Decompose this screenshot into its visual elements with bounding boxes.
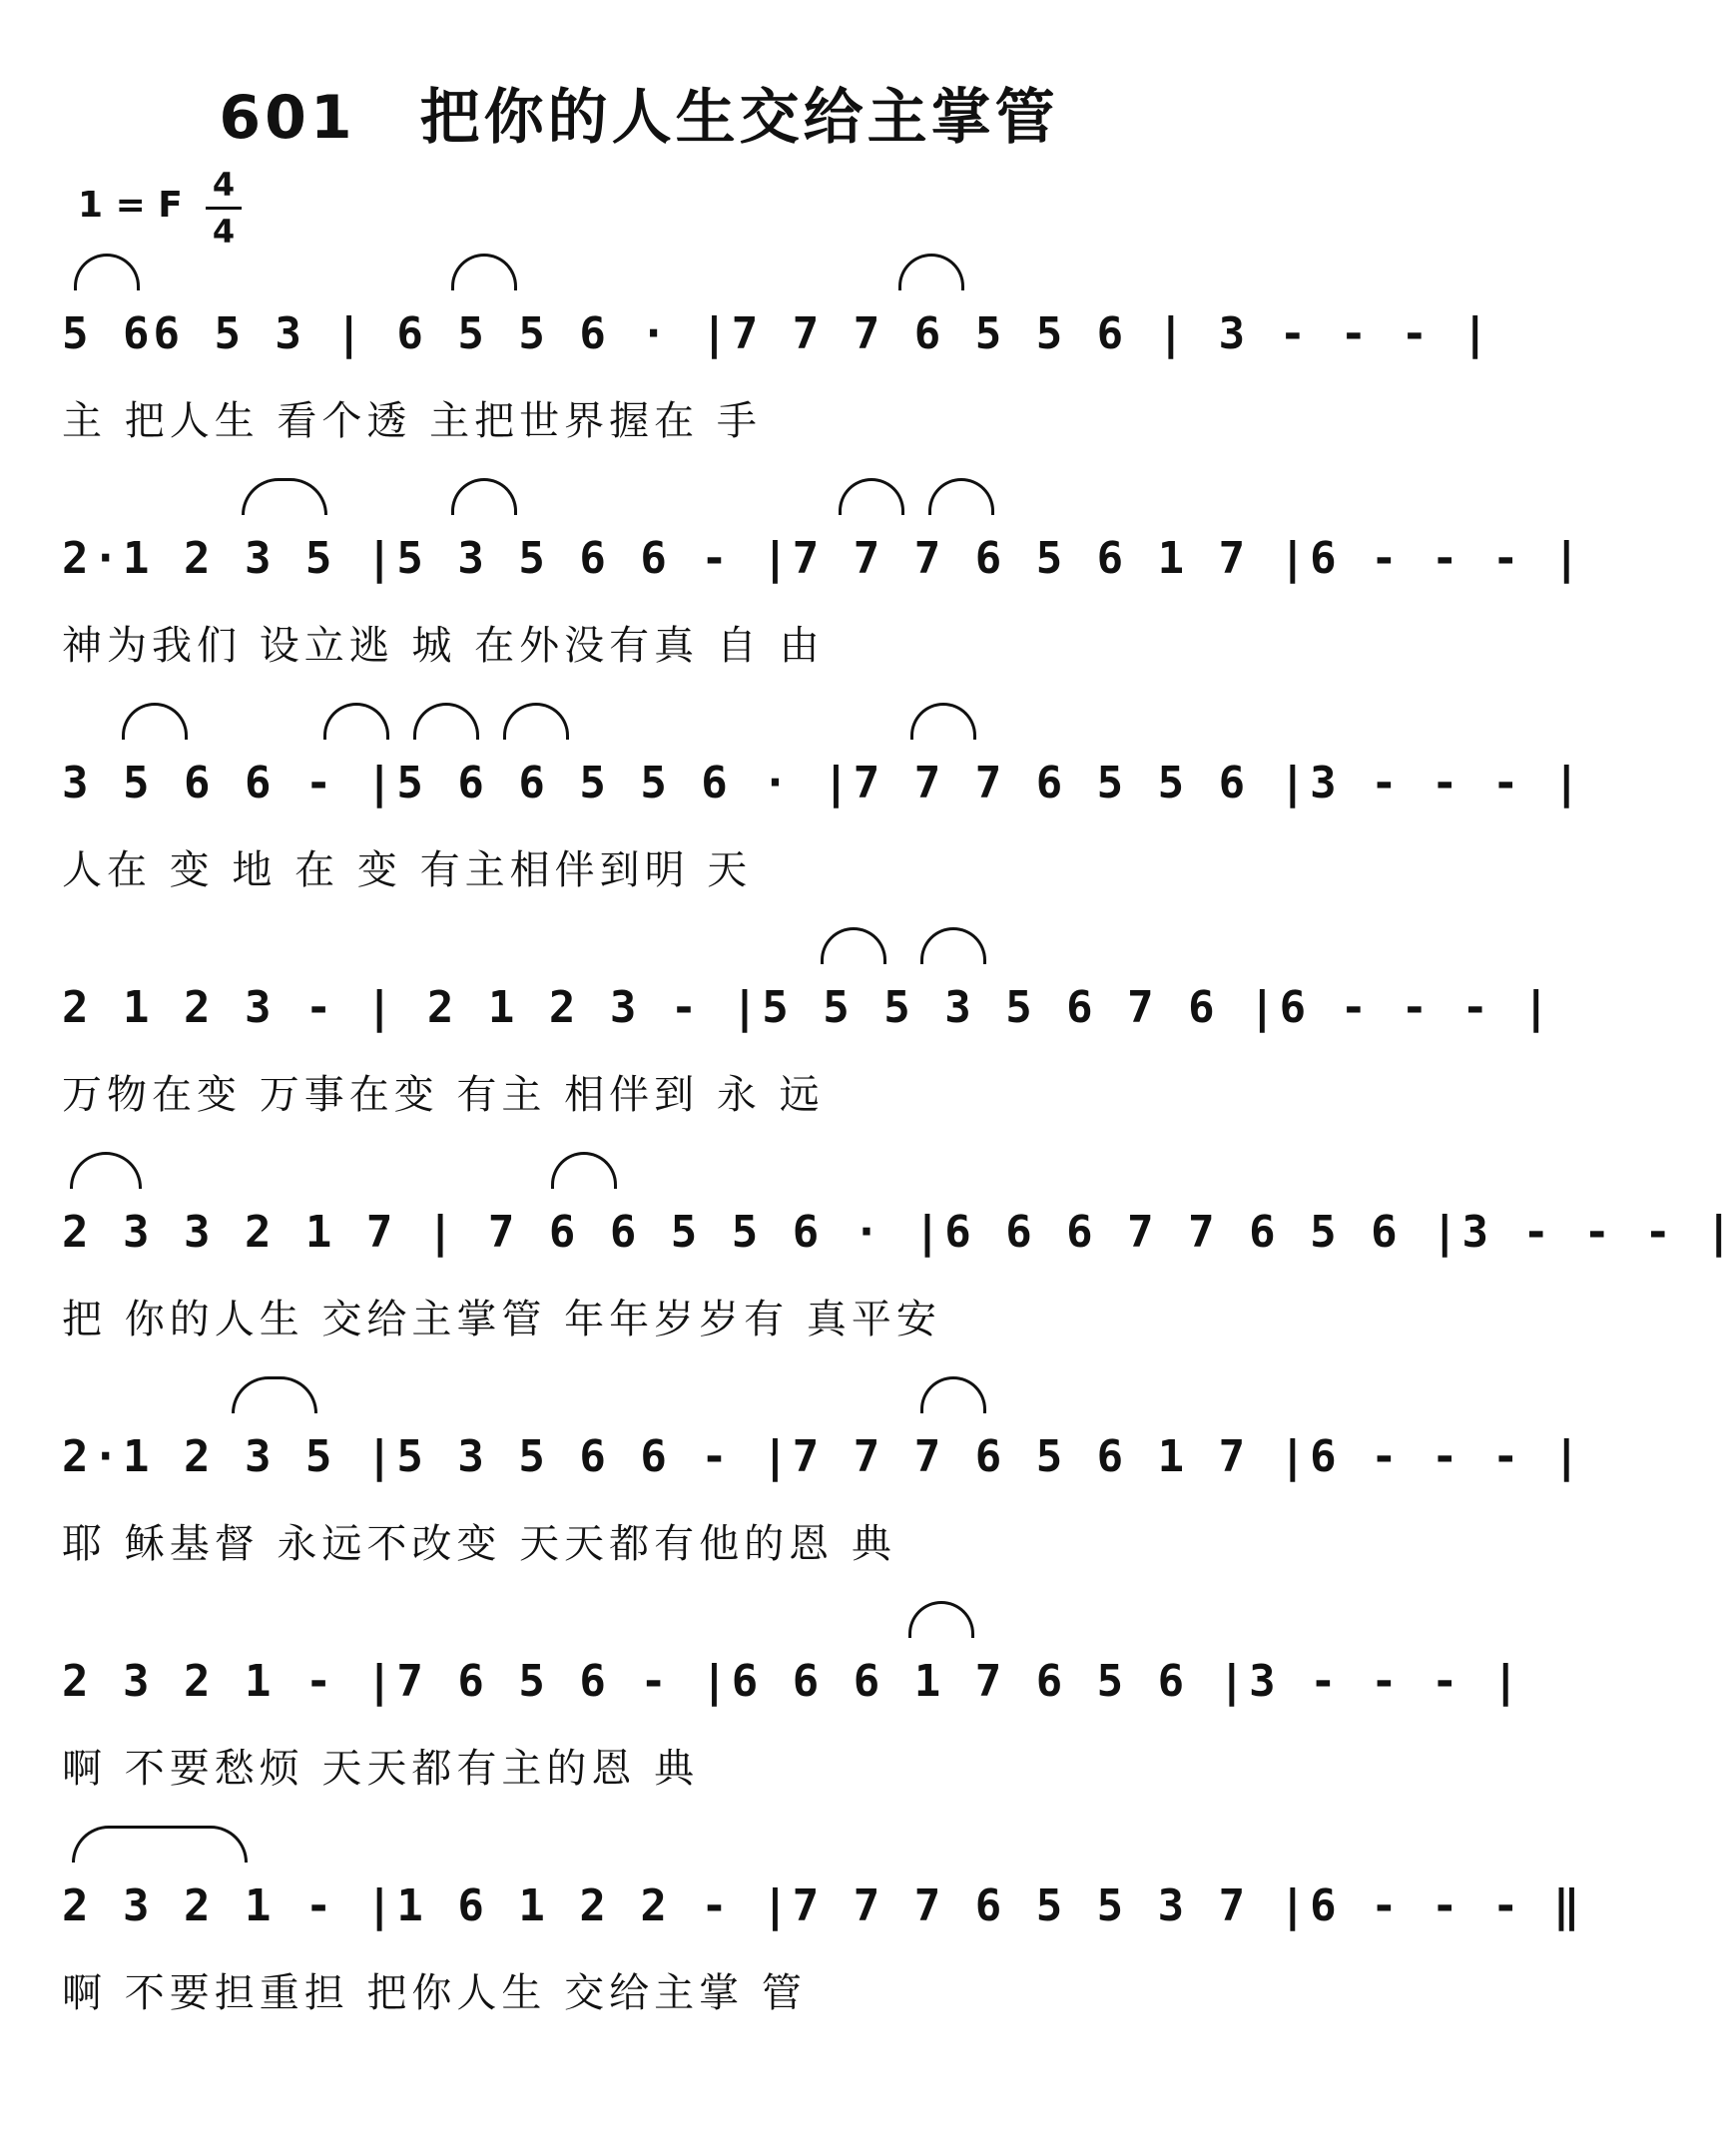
slur bbox=[72, 1826, 248, 1863]
time-signature-bottom: 4 bbox=[212, 213, 236, 251]
slur bbox=[551, 1152, 617, 1189]
slur bbox=[898, 254, 964, 290]
slur bbox=[503, 703, 569, 740]
notation-line: 3 5 6 6 - |5 6 6 5 5 6 · |7 7 7 6 5 5 6 |3 - - - | bbox=[62, 758, 1584, 808]
lyric-line: 啊 不要愁烦 天天都有主的恩 典 bbox=[62, 1746, 700, 1792]
notation-line: 5 66 5 3 | 6 5 5 6 · |7 7 7 6 5 5 6 | 3 - - - | bbox=[62, 308, 1493, 359]
slur bbox=[323, 703, 389, 740]
slur bbox=[242, 478, 327, 515]
lyric-line: 万物在变 万事在变 有主 相伴到 永 远 bbox=[62, 1072, 825, 1118]
slur bbox=[908, 1601, 974, 1638]
time-signature bbox=[206, 165, 242, 252]
slur bbox=[920, 1376, 986, 1413]
key-signature: 1 = F bbox=[78, 185, 183, 226]
slur bbox=[122, 703, 188, 740]
slur bbox=[821, 927, 886, 964]
notation-line: 2 3 2 1 - |1 6 1 2 2 - |7 7 7 6 5 5 3 7 |6 - - - ‖ bbox=[62, 1880, 1584, 1931]
lyric-line: 人在 变 地 在 变 有主相伴到明 天 bbox=[62, 847, 753, 893]
notation-line: 2 1 2 3 - | 2 1 2 3 - |5 5 5 3 5 6 7 6 |6 - - - | bbox=[62, 982, 1554, 1033]
page-title: 601 把你的人生交给主掌管 bbox=[219, 83, 1059, 153]
slur bbox=[451, 478, 517, 515]
slur bbox=[920, 927, 986, 964]
slur bbox=[451, 254, 517, 290]
slur bbox=[928, 478, 994, 515]
lyric-line: 啊 不要担重担 把你人生 交给主掌 管 bbox=[62, 1970, 807, 2016]
slur bbox=[70, 1152, 142, 1189]
time-signature-bar bbox=[206, 207, 242, 210]
time-signature-top: 4 bbox=[212, 166, 236, 204]
lyric-line: 把 你的人生 交给主掌管 年年岁岁有 真平安 bbox=[62, 1297, 941, 1342]
notation-line: 2·1 2 3 5 |5 3 5 6 6 - |7 7 7 6 5 6 1 7 |6 - - - | bbox=[62, 1431, 1584, 1482]
lyric-line: 耶 稣基督 永远不改变 天天都有他的恩 典 bbox=[62, 1521, 896, 1567]
notation-line: 2 3 3 2 1 7 | 7 6 6 5 5 6 · |6 6 6 7 7 6 5 6 |3 - - - | bbox=[62, 1207, 1736, 1258]
slur bbox=[910, 703, 976, 740]
notation-line: 2 3 2 1 - |7 6 5 6 - |6 6 6 1 7 6 5 6 |3 - - - | bbox=[62, 1656, 1523, 1707]
slur bbox=[74, 254, 140, 290]
lyric-line: 神为我们 设立逃 城 在外没有真 自 由 bbox=[62, 623, 825, 669]
slur bbox=[839, 478, 904, 515]
lyric-line: 主 把人生 看个透 主把世界握在 手 bbox=[62, 398, 762, 444]
notation-line: 2·1 2 3 5 |5 3 5 6 6 - |7 7 7 6 5 6 1 7 |6 - - - | bbox=[62, 533, 1584, 584]
slur bbox=[232, 1376, 317, 1413]
slur bbox=[413, 703, 479, 740]
